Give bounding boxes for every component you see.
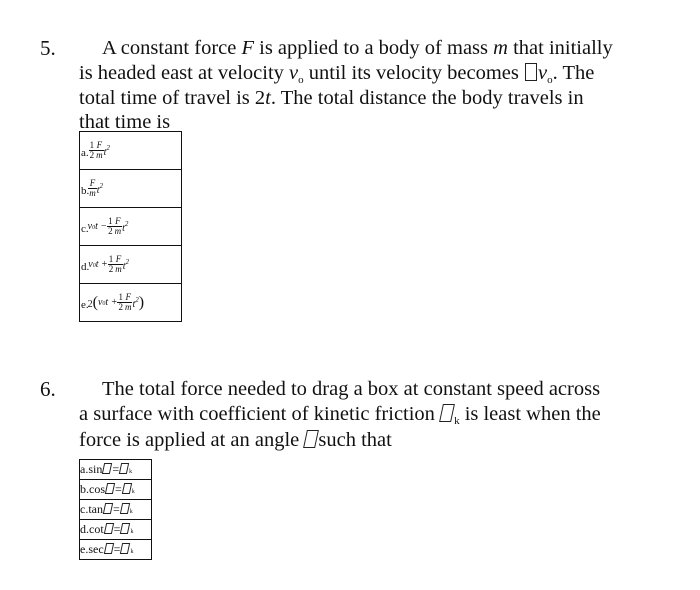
missing-glyph-box (119, 463, 129, 474)
q5-text: that initially (507, 37, 613, 59)
formula-a: $\frac{1}{2}$ (89, 140, 95, 160)
option-row[interactable] (80, 246, 182, 284)
q5-velocity-var: v (538, 62, 548, 84)
missing-glyph-box (103, 543, 113, 554)
question-6-options-table (79, 459, 152, 560)
trig-function: cot (89, 522, 104, 536)
q6-text: is least when the (459, 403, 601, 425)
question-6-line-3 (79, 428, 392, 452)
question-5-line-4: that time is (79, 111, 171, 133)
missing-glyph-box (103, 503, 113, 514)
q5-velocity-sub: o (298, 74, 304, 86)
q5-force-var: F (241, 37, 254, 59)
question-6-number: 6. (40, 377, 56, 401)
trig-function: sin (88, 462, 103, 476)
q6-text: force is applied at an angle (79, 429, 305, 451)
option-row[interactable] (80, 500, 152, 520)
option-label: a. (81, 146, 89, 159)
q5-mass-var: m (493, 37, 508, 59)
option-row[interactable] (80, 170, 182, 208)
option-row[interactable] (80, 208, 182, 246)
option-label: b. (80, 482, 89, 496)
missing-glyph-box (104, 523, 114, 534)
missing-glyph-box (525, 63, 537, 81)
option-label: c. (81, 222, 89, 235)
option-b[interactable]: b.cos = k (80, 480, 152, 500)
formula-c: v0t − (87, 221, 108, 232)
q5-text: until its velocity becomes (303, 62, 524, 84)
question-6-line-1: The total force needed to drag a box at constant speed across (102, 378, 601, 400)
q6-mu-sub: k (454, 415, 460, 427)
formula-a-frac: $\frac{F}{m}$ (96, 140, 103, 160)
q5-text: is headed east at velocity (79, 62, 290, 84)
option-label: a. (80, 462, 89, 476)
missing-glyph-box (439, 404, 455, 422)
q5-velocity-var: v (289, 62, 299, 84)
missing-glyph-box (105, 483, 115, 494)
q6-text: such that (318, 429, 392, 451)
option-label: b. (81, 184, 90, 197)
missing-glyph-box (120, 503, 130, 514)
trig-function: sec (88, 542, 104, 556)
option-a[interactable]: a. $\frac{1}{2}$ $\frac{F}{m}$ $t^2$ (80, 132, 182, 170)
formula-b: $\frac{F}{m}$ (89, 178, 96, 198)
q5-text: . The total distance the body travels in (270, 87, 584, 109)
q5-velocity-sub: o (547, 74, 553, 86)
q5-text: total time of travel is 2 (79, 87, 266, 109)
option-row[interactable] (80, 520, 152, 540)
option-c[interactable]: c. v0t − $\frac{1}{2}$ $\frac{F}{m}$ $t^2$ (80, 208, 182, 246)
trig-function: tan (88, 502, 103, 516)
question-5-options-table (79, 131, 182, 322)
option-c[interactable]: c.tan = k (80, 500, 152, 520)
option-row[interactable] (80, 480, 152, 500)
formula-d-frac: $\frac{1}{2}$ (108, 254, 114, 274)
option-row[interactable] (80, 284, 182, 322)
question-5-line-1 (102, 36, 613, 60)
missing-glyph-box (303, 430, 319, 448)
option-row[interactable] (80, 132, 182, 170)
formula-d: v0t + (88, 259, 108, 270)
option-label: c. (80, 502, 89, 516)
option-a[interactable]: a.sin = k (80, 460, 152, 480)
option-label: e. (81, 298, 89, 311)
missing-glyph-box (122, 483, 132, 494)
q5-text: . The (552, 62, 595, 84)
option-d[interactable]: d.cot = k (80, 520, 152, 540)
q5-time-var: t (265, 87, 271, 109)
option-e[interactable]: e.sec = k (80, 540, 152, 560)
question-5-number: 5. (40, 36, 56, 60)
question-5-line-3 (79, 86, 584, 110)
option-e[interactable]: e. 2( v0t + $\frac{1}{2}$ $\frac{F}{m}$ $t^2$ ) (80, 284, 182, 322)
option-label: e. (80, 542, 89, 556)
option-row[interactable] (80, 460, 152, 480)
option-row[interactable] (80, 540, 152, 560)
trig-function: cos (89, 482, 105, 496)
formula-e: 2( (87, 293, 98, 311)
q6-text: a surface with coefficient of kinetic friction (79, 403, 441, 425)
option-label: d. (81, 260, 90, 273)
option-b[interactable]: b. $\frac{F}{m}$ $t^2$ (80, 170, 182, 208)
option-d[interactable]: d. v0t + $\frac{1}{2}$ $\frac{F}{m}$ $t^2$ (80, 246, 182, 284)
option-label: d. (80, 522, 89, 536)
q5-text: A constant force (102, 37, 242, 59)
formula-c-frac: $\frac{1}{2}$ (108, 216, 113, 236)
q5-text: is applied to a body of mass (254, 37, 494, 59)
missing-glyph-box (102, 463, 112, 474)
